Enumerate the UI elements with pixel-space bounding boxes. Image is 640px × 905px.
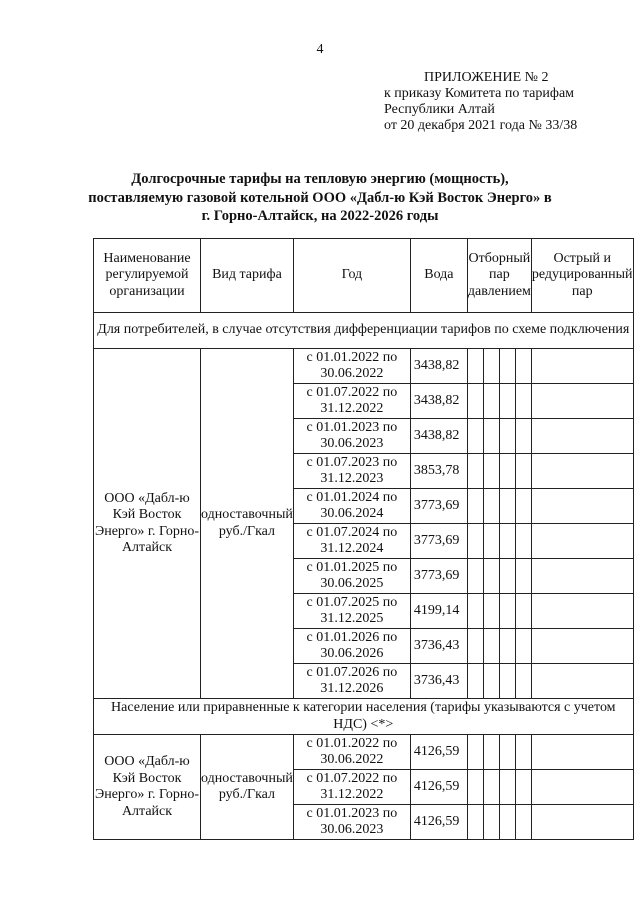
empty-steam-cell <box>515 419 531 454</box>
appendix-line-3: от 20 декабря 2021 года № 33/38 <box>384 118 578 133</box>
tariff-table <box>93 238 634 840</box>
period-cell: с 01.07.2024 по 31.12.2024 <box>293 524 410 559</box>
tariff-type-cell: одноставочный руб./Гкал <box>201 349 294 699</box>
water-value-cell: 3438,82 <box>410 419 467 454</box>
empty-steam-cell <box>499 349 515 384</box>
water-value-cell: 3773,69 <box>410 524 467 559</box>
empty-steam-cell <box>499 489 515 524</box>
empty-steam-cell <box>483 629 499 664</box>
empty-reduced-cell <box>531 349 633 384</box>
empty-reduced-cell <box>531 664 633 699</box>
empty-steam-cell <box>515 559 531 594</box>
org-name-cell: ООО «Дабл-ю Кэй Восток Энерго» г. Горно-Алтайск <box>94 349 201 699</box>
empty-reduced-cell <box>531 770 633 805</box>
water-value-cell: 3736,43 <box>410 664 467 699</box>
empty-steam-cell <box>499 454 515 489</box>
empty-steam-cell <box>467 805 483 840</box>
section-title-row <box>94 313 634 349</box>
tariff-type-cell: одноставочный руб./Гкал <box>201 735 294 840</box>
empty-steam-cell <box>483 384 499 419</box>
title-line-1: Долгосрочные тарифы на тепловую энергию (мощность), <box>131 171 509 187</box>
period-cell: с 01.01.2022 по 30.06.2022 <box>293 735 410 770</box>
empty-steam-cell <box>483 594 499 629</box>
empty-steam-cell <box>467 489 483 524</box>
section-title: Население или приравненные к категории населения (тарифы указываются с учетом НДС) <*> <box>94 699 634 735</box>
empty-steam-cell <box>499 735 515 770</box>
header-water: Вода <box>410 239 467 313</box>
header-row <box>94 239 634 313</box>
empty-reduced-cell <box>531 489 633 524</box>
period-cell: с 01.07.2023 по 31.12.2023 <box>293 454 410 489</box>
water-value-cell: 4126,59 <box>410 805 467 840</box>
water-value-cell: 3773,69 <box>410 559 467 594</box>
appendix-line-2: Республики Алтай <box>384 102 495 117</box>
empty-reduced-cell <box>531 805 633 840</box>
table-row <box>94 735 634 770</box>
empty-steam-cell <box>515 384 531 419</box>
empty-steam-cell <box>467 419 483 454</box>
empty-steam-cell <box>499 559 515 594</box>
empty-steam-cell <box>499 664 515 699</box>
empty-steam-cell <box>499 770 515 805</box>
water-value-cell: 3736,43 <box>410 629 467 664</box>
appendix-title: ПРИЛОЖЕНИЕ № 2 <box>424 70 549 85</box>
empty-steam-cell <box>499 629 515 664</box>
empty-reduced-cell <box>531 419 633 454</box>
table-row <box>94 349 634 384</box>
period-cell: с 01.07.2022 по 31.12.2022 <box>293 384 410 419</box>
empty-steam-cell <box>515 349 531 384</box>
empty-reduced-cell <box>531 735 633 770</box>
appendix-block <box>384 70 624 134</box>
empty-reduced-cell <box>531 454 633 489</box>
empty-steam-cell <box>499 524 515 559</box>
period-cell: с 01.01.2023 по 30.06.2023 <box>293 805 410 840</box>
empty-steam-cell <box>483 454 499 489</box>
empty-steam-cell <box>467 735 483 770</box>
empty-steam-cell <box>483 559 499 594</box>
period-cell: с 01.07.2025 по 31.12.2025 <box>293 594 410 629</box>
empty-reduced-cell <box>531 524 633 559</box>
empty-steam-cell <box>467 594 483 629</box>
water-value-cell: 3773,69 <box>410 489 467 524</box>
empty-steam-cell <box>467 454 483 489</box>
section-title-row <box>94 699 634 735</box>
water-value-cell: 4199,14 <box>410 594 467 629</box>
empty-steam-cell <box>483 524 499 559</box>
water-value-cell: 3853,78 <box>410 454 467 489</box>
title-line-2: поставляемую газовой котельной ООО «Дабл-ю Кэй Восток Энерго» в <box>88 189 552 206</box>
empty-steam-cell <box>483 805 499 840</box>
empty-steam-cell <box>467 664 483 699</box>
empty-steam-cell <box>467 524 483 559</box>
empty-steam-cell <box>467 770 483 805</box>
period-cell: с 01.07.2026 по 31.12.2026 <box>293 664 410 699</box>
empty-steam-cell <box>515 770 531 805</box>
section-title: Для потребителей, в случае отсутствия дифференциации тарифов по схеме подключения <box>94 313 634 349</box>
empty-reduced-cell <box>531 594 633 629</box>
period-cell: с 01.01.2022 по 30.06.2022 <box>293 349 410 384</box>
empty-steam-cell <box>467 559 483 594</box>
water-value-cell: 4126,59 <box>410 735 467 770</box>
empty-steam-cell <box>467 349 483 384</box>
period-cell: с 01.07.2022 по 31.12.2022 <box>293 770 410 805</box>
empty-steam-cell <box>515 454 531 489</box>
empty-steam-cell <box>467 384 483 419</box>
empty-steam-cell <box>515 664 531 699</box>
empty-steam-cell <box>515 629 531 664</box>
appendix-line-1: к приказу Комитета по тарифам <box>384 86 575 101</box>
empty-steam-cell <box>515 489 531 524</box>
header-org: Наименование регулируемой организации <box>94 239 201 313</box>
document-title <box>60 170 580 226</box>
header-year: Год <box>293 239 410 313</box>
water-value-cell: 3438,82 <box>410 384 467 419</box>
period-cell: с 01.01.2025 по 30.06.2025 <box>293 559 410 594</box>
period-cell: с 01.01.2023 по 30.06.2023 <box>293 419 410 454</box>
page-number: 4 <box>316 42 324 57</box>
empty-reduced-cell <box>531 384 633 419</box>
empty-steam-cell <box>499 419 515 454</box>
empty-steam-cell <box>483 489 499 524</box>
empty-steam-cell <box>483 349 499 384</box>
empty-steam-cell <box>483 419 499 454</box>
empty-steam-cell <box>515 805 531 840</box>
empty-steam-cell <box>483 770 499 805</box>
title-line-3: г. Горно-Алтайск, на 2022-2026 годы <box>201 208 439 224</box>
empty-steam-cell <box>499 384 515 419</box>
header-steam-selected: Отборный пар давлением <box>467 239 531 313</box>
empty-steam-cell <box>515 735 531 770</box>
water-value-cell: 4126,59 <box>410 770 467 805</box>
water-value-cell: 3438,82 <box>410 349 467 384</box>
empty-steam-cell <box>499 594 515 629</box>
empty-reduced-cell <box>531 559 633 594</box>
org-name-cell: ООО «Дабл-ю Кэй Восток Энерго» г. Горно-Алтайск <box>94 735 201 840</box>
empty-reduced-cell <box>531 629 633 664</box>
empty-steam-cell <box>499 805 515 840</box>
empty-steam-cell <box>483 664 499 699</box>
empty-steam-cell <box>483 735 499 770</box>
period-cell: с 01.01.2024 по 30.06.2024 <box>293 489 410 524</box>
header-tariff-type: Вид тарифа <box>201 239 294 313</box>
header-steam-reduced: Острый и редуцированный пар <box>531 239 633 313</box>
empty-steam-cell <box>515 524 531 559</box>
empty-steam-cell <box>515 594 531 629</box>
empty-steam-cell <box>467 629 483 664</box>
period-cell: с 01.01.2026 по 30.06.2026 <box>293 629 410 664</box>
